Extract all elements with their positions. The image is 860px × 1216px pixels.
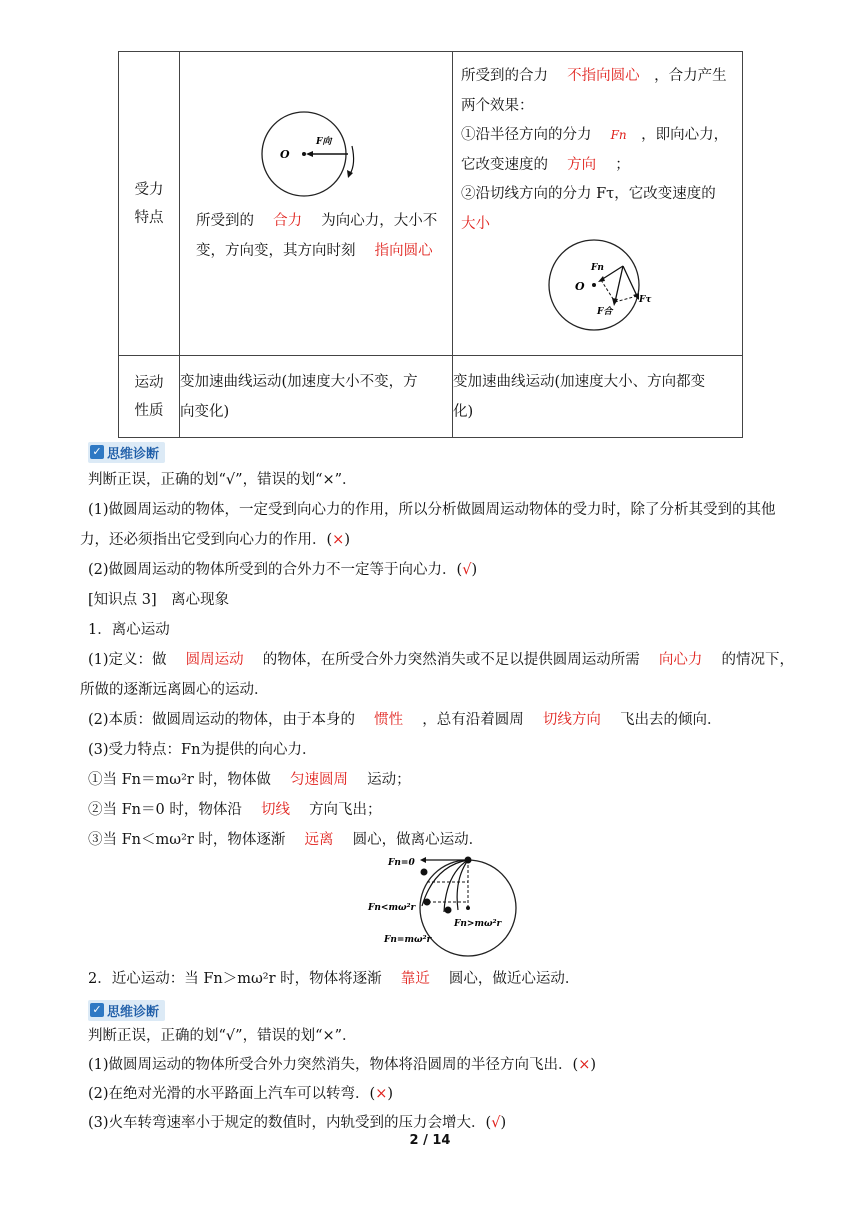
section-badge-2: ✓ 思维诊断 <box>88 1000 165 1020</box>
section-badge-1: ✓ 思维诊断 <box>88 442 165 462</box>
fig2-label-fn: Fn <box>591 263 604 273</box>
fig-label-o: O <box>280 148 290 161</box>
nonuniform-circle-figure <box>453 52 742 356</box>
blank-hefli: 合力 <box>273 213 303 229</box>
fig2-label-ft: Fτ <box>639 295 652 305</box>
row-label-motion: 运动 性质 <box>119 356 180 438</box>
check-icon: ✓ <box>90 1003 104 1017</box>
nonuniform-force-cell: 所受到的合力 不指向圆心 ，合力产生 两个效果： ①沿半径方向的分力 Fn ，即向心力， 它改变速度的 方向 ； ②沿切线方向的分力 Fτ，它改变速度的 大小 O Fn Fτ F合 <box>453 52 743 356</box>
row-label-force: 受力 特点 <box>119 52 180 356</box>
uniform-circle-figure <box>180 52 452 356</box>
table-row-motion <box>119 356 743 438</box>
fig3-label-1: Fn=0 <box>388 858 415 868</box>
check-icon: ✓ <box>90 445 104 459</box>
kp3-title: [知识点 3] 离心现象 <box>88 592 230 608</box>
fig3-label-4: Fn=mω²r <box>384 935 432 945</box>
fig-label-f: F向 <box>316 137 332 147</box>
centrifugal-figure <box>362 852 522 960</box>
blank-point-center: 指向圆心 <box>374 243 433 259</box>
section1-body: 判断正误，正确的划“√”，错误的划“×”． (1)做圆周运动的物体，一定受到向心力的作用，所以分析做圆周运动物体的受力时，除了分析其受到的其他 力，还必须指出它受到向心力的作用．(×) (2)做圆周运动的物体所受到的合外力不一定等于向心力．(√) <box>80 472 776 578</box>
uniform-motion-cell: 变加速曲线运动(加速度大小不变，方 向变化) <box>180 356 453 438</box>
uniform-force-cell: O F向 所受到的 合力 为向心力，大小不 变，方向变，其方向时刻 指向圆心 <box>180 52 453 356</box>
fig2-label-o: O <box>575 280 585 293</box>
table-row-force <box>119 52 743 356</box>
fig3-label-2: Fn<mω²r <box>368 903 416 913</box>
comparison-table <box>118 51 743 438</box>
kp3-body: [知识点 3] 离心现象 1．离心运动 (1)定义：做 圆周运动 的物体，在所受合外力突然消失或不足以提供圆周运动所需 向心力 的情况下， 所做的逐渐远离圆心的运动． (2)本质：做圆周运动的物体，由于本身的 惯性 ，总有沿着圆周 切线方向 飞出去的倾向． (3)受力特点：Fn为提供的向心力． ①当 Fn＝mω²r 时，物体做 匀速圆周 运动； ②当 Fn＝0 时，物体沿 切线 方向飞出； ③当 Fn＜mω²r 时，物体逐渐 远离 圆心，做离心运动． <box>88 585 810 855</box>
fig2-label-fhe: F合 <box>597 307 613 317</box>
page-number: 2 / 14 <box>409 1133 451 1148</box>
centripetal-line: 2．近心运动：当 Fn＞mω²r 时，物体将逐渐 靠近 圆心，做近心运动． <box>88 971 580 987</box>
nonuniform-motion-cell: 变加速曲线运动(加速度大小、方向都变 化) <box>453 356 743 438</box>
section2-body: 判断正误，正确的划“√”，错误的划“×”． (1)做圆周运动的物体所受合外力突然消失，物体将沿圆周的半径方向飞出．(×) (2)在绝对光滑的水平路面上汽车可以转弯．(×) (3)火车转弯速率小于规定的数值时，内轨受到的压力会增大．(√) <box>88 1028 597 1131</box>
fig3-label-3: Fn>mω²r <box>454 919 502 929</box>
